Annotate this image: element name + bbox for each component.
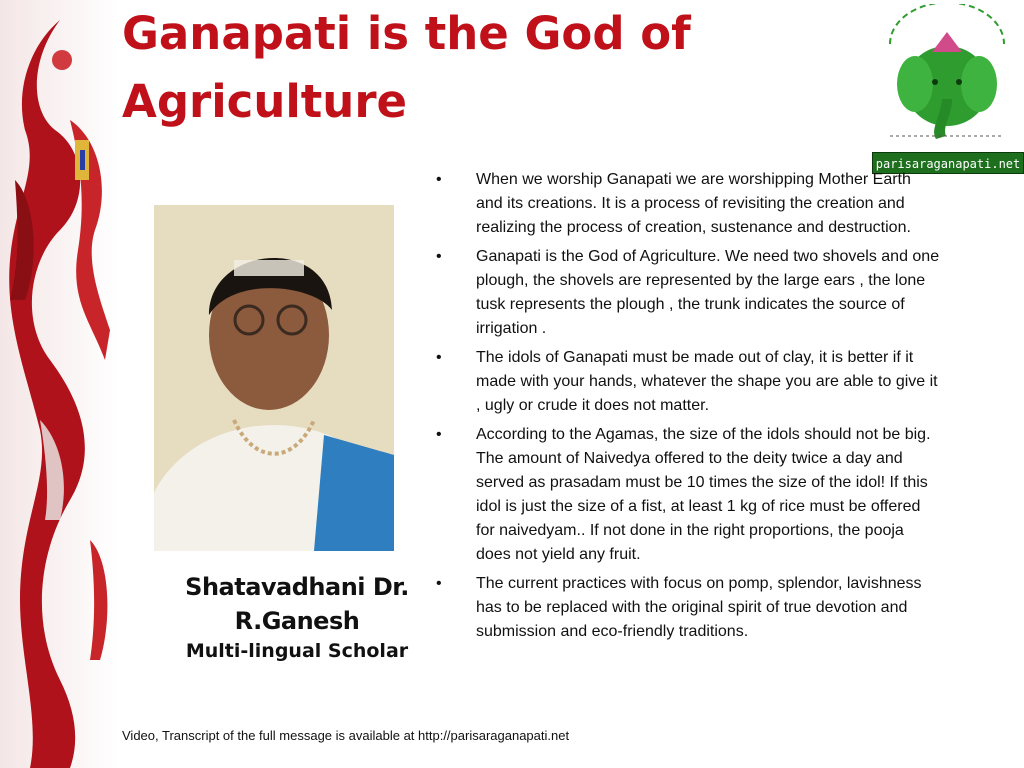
list-item (432, 245, 942, 341)
bullet-symbol: • (436, 171, 442, 188)
bullet-text: Ganapati is the God of Agriculture. We need two shovels and one plough, the shovels are represented by the large ears , the lone tusk represents the plough , the trunk indicates the source of irrigation . (476, 248, 940, 337)
scholar-portrait-photo (154, 205, 394, 551)
list-item (432, 168, 942, 240)
bullet-text: The idols of Ganapati must be made out of clay, it is better if it made with your hands, whatever the shape you are able to give it , ugly or crude it does not matter. (476, 349, 938, 414)
bullet-list (432, 168, 942, 649)
list-item (432, 423, 942, 567)
list-item (432, 346, 942, 418)
bullet-symbol: • (436, 426, 442, 443)
bullet-text: The current practices with focus on pomp, splendor, lavishness has to be replaced with the original spirit of true devotion and submission and eco-friendly traditions. (476, 575, 922, 640)
bullet-text: According to the Agamas, the size of the idols should not be big. The amount of Naivedya offered to the deity twice a day and served as prasadam must be 10 times the size of the idol! If this idol is just the size of a fist, at least 1 kg of rice must be offered for naivedyam.. If not done in the right proportions, the pooja does not yield any fruit. (476, 426, 931, 563)
bullet-text: When we worship Ganapati we are worshipping Mother Earth and its creations. It is a process of revisiting the creation and realizing the process of creation, sustenance and destruction. (476, 171, 911, 236)
scholar-role: Multi-lingual Scholar (185, 640, 409, 662)
portrait-caption (122, 570, 472, 664)
ganesha-om-decoration (0, 0, 120, 768)
bullet-symbol: • (436, 248, 442, 265)
scholar-name: Shatavadhani Dr. R.Ganesh (185, 573, 409, 635)
logo-website-badge: parisaraganapati.net (872, 152, 1024, 174)
bullet-symbol: • (436, 575, 442, 592)
list-item (432, 572, 942, 644)
ganapati-logo (870, 4, 1024, 176)
bullet-symbol: • (436, 349, 442, 366)
slide-title: Ganapati is the God of Agriculture (122, 7, 691, 128)
footer-note: Video, Transcript of the full message is available at http://parisaraganapati.net (122, 728, 570, 743)
